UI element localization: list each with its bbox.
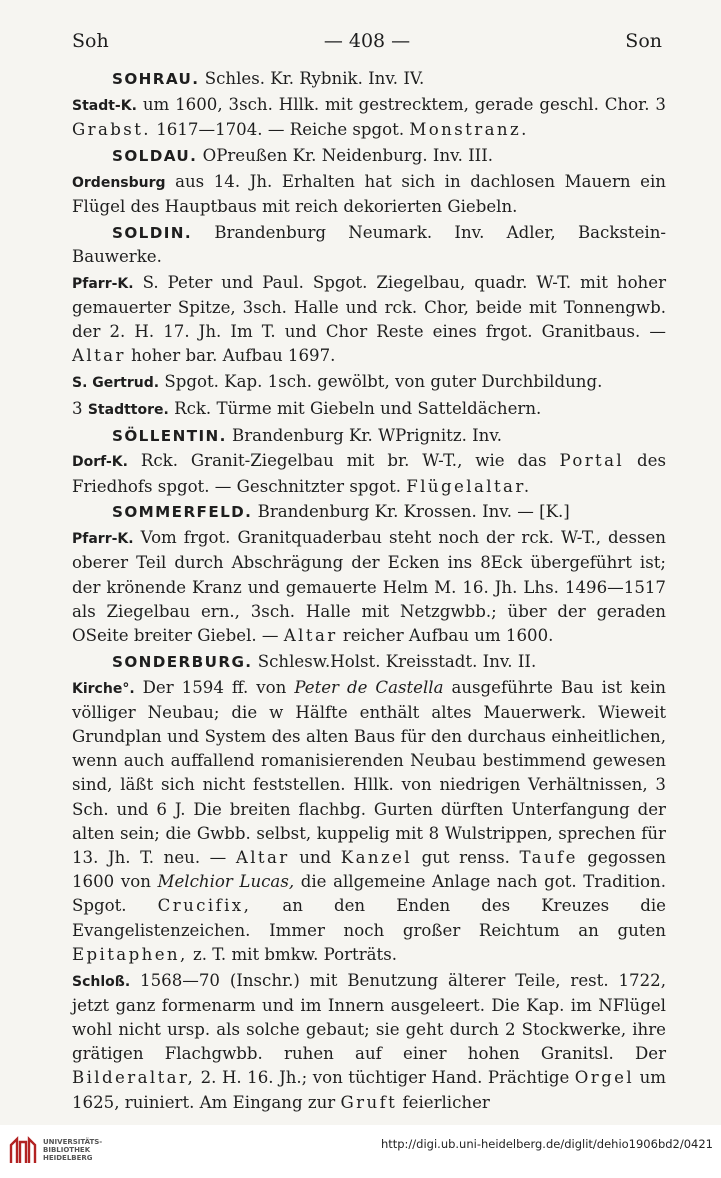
entry-soldin: SOLDIN. Brandenburg Neumark. Inv. Adler, Backstein-Bauwerke. <box>72 222 666 266</box>
entry-soldau: SOLDAU. OPreußen Kr. Neidenburg. Inv. III. <box>112 145 494 165</box>
entry-soldau-ordensburg: Ordensburg aus 14. Jh. Erhalten hat sich in dachlosen Mauern ein Flügel des Hauptbaus mit reich dekorierten Giebeln. <box>72 171 666 216</box>
entry-sohrau-stadtk: Stadt-K. um 1600, 3sch. Hllk. mit gestrecktem, gerade geschl. Chor. 3 Grabst. 1617—1704. — Reiche spgot. Monstranz. <box>72 94 666 139</box>
entry-soellentin: SÖLLENTIN. Brandenburg Kr. WPrignitz. Inv. <box>112 425 503 445</box>
entry-sonderburg-schloss: Schloß. 1568—70 (Inschr.) mit Benutzung älterer Teile, rest. 1722, jetzt ganz formenarm und im Innern ausgeleert. Die Kap. im NFlügel wohl nicht ursp. als solche gebaut; sie geht durch 2 Stockwerke, ihre grätigen Flachgwbb. ruhen auf einer hohen Granitsl. Der Bilderaltar, 2. H. 16. Jh.; von tüchtiger Hand. Prächtige Orgel um 1625, ruiniert. Am Eingang zur Gruft feierlicher <box>72 970 667 1112</box>
entry-soldin-stadttore: 3 Stadttore. Rck. Türme mit Giebeln und Satteldächern. <box>72 398 542 418</box>
library-name: UNIVERSITÄTS- BIBLIOTHEK HEIDELBERG <box>43 1138 103 1162</box>
running-header <box>72 30 662 60</box>
page-body <box>72 67 666 1116</box>
university-library-logo-icon <box>8 1136 38 1166</box>
entry-soldin-gertrud: S. Gertrud. Spgot. Kap. 1sch. gewölbt, von guter Durchbildung. <box>72 372 603 391</box>
viewer-footer <box>0 1125 721 1178</box>
header-right-keyword: Son <box>625 30 662 52</box>
entry-sohrau: SOHRAU. Schles. Kr. Rybnik. Inv. IV. <box>112 69 425 88</box>
entry-sommerfeld: SOMMERFELD. Brandenburg Kr. Krossen. Inv. — [K.] <box>112 502 570 522</box>
entry-sommerfeld-pfarrk: Pfarr-K. Vom frgot. Granitquaderbau steht noch der rck. W-T., dessen oberer Teil durch Abschrägung der Ecken ins 8Eck übergeführt ist; der krönende Kranz und gemauerte Helm M. 16. Jh. Lhs. 1496—1517 als Ziegelbau ern., 3sch. Halle mit Netzgwbb.; über der geraden OSeite breiter Giebel. — Altar reicher Aufbau um 1600. <box>72 528 666 645</box>
entry-sonderburg-kirche: Kirche°. Der 1594 ff. von Peter de Castella ausgeführte Bau ist kein völliger Neubau; die w Hälfte enthält altes Mauerwerk. Wieweit Grundplan und System des alten Baus für den durchaus einheitlichen, wenn auch auffallend romanisierenden Neubau bestimmend gewesen sind, läßt sich nicht feststellen. Hllk. von niedrigen Verhältnissen, 3 Sch. und 6 J. Die breiten flachbg. Gurten dürften Unterfangung der alten sein; die Gwbb. selbst, kuppelig mit 8 Wulstrippen, sprechen für 13. Jh. T. neu. — Altar und Kanzel gut renss. Taufe gegossen 1600 von Melchior Lucas, die allgemeine Anlage nach got. Tradition. Spgot. Crucifix, an den Enden des Kreuzes die Evangelistenzeichen. Immer noch großer Reichtum an guten Epitaphen, z. T. mit bmkw. Porträts. <box>72 677 666 964</box>
page-number: — 408 — <box>323 30 411 52</box>
entry-soldin-pfarrk: Pfarr-K. S. Peter und Paul. Spgot. Ziegelbau, quadr. W-T. mit hoher gemauerter Spitze, 3sch. Halle und rck. Chor, beide mit Tonnengwb. der 2. H. 17. Jh. Im T. und Chor Reste eines frgot. Granitbaus. — Altar hoher bar. Aufbau 1697. <box>72 272 666 366</box>
entry-soellentin-dorfk: Dorf-K. Rck. Granit-Ziegelbau mit br. W-T., wie das Portal des Friedhofs spgot. — Geschnitzter spgot. Flügelaltar. <box>72 451 666 496</box>
permalink-url[interactable]: http://digi.ub.uni-heidelberg.de/diglit/dehio1906bd2/0421 <box>380 1137 713 1151</box>
entry-sonderburg: SONDERBURG. Schlesw.Holst. Kreisstadt. Inv. II. <box>112 651 537 671</box>
header-left-keyword: Soh <box>72 30 109 52</box>
